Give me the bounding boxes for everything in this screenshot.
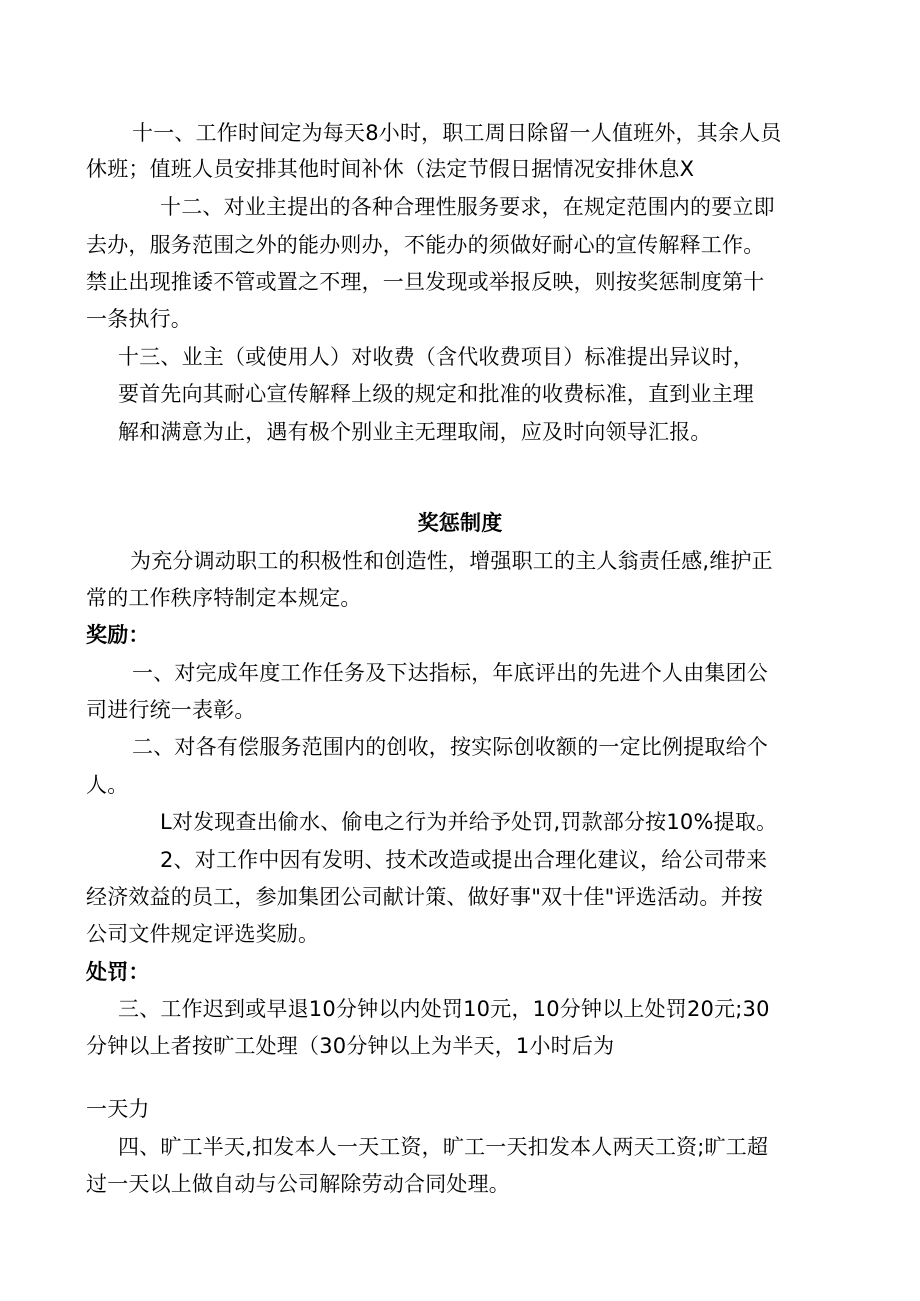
intro-line-1: 为充分调动职工的积极性和创造性，增强职工的主人翁责任感,维护正 [130,549,773,573]
penalty-4-line-2: 过一天以上做自动与公司解除劳动合同处理。 [86,1172,510,1196]
reward-2-line-2: 人。 [86,773,129,797]
reward-heading: 奖励： [86,623,150,647]
penalty-3-line-1: 三、工作迟到或早退10分钟以内处罚10元，10分钟以上处罚20元;30 [118,997,770,1021]
reward-2-sub-2-line-2: 经济效益的员工，参加集团公司献计策、做好事"双十佳"评选活动。并按 [86,885,763,909]
clause-12-line-3: 禁止出现推诿不管或置之不理，一旦发现或举报反映，则按奖惩制度第十 [86,270,765,294]
reward-2-line-1: 二、对各有偿服务范围内的创收，按实际创收额的一定比例提取给个 [132,735,768,759]
clause-12-line-2: 去办，服务范围之外的能办则办，不能办的须做好耐心的宣传解释工作。 [86,233,765,257]
reward-2-sub-1: L对发现查出偷水、偷电之行为并给予处罚,罚款部分按10%提取。 [160,810,778,834]
clause-13-line-2: 要首先向其耐心宣传解释上级的规定和批准的收费标准，直到业主理 [118,382,754,406]
reward-1-line-1: 一、对完成年度工作任务及下达指标，年底评出的先进个人由集团公 [132,661,768,685]
clause-12-line-1: 十二、对业主提出的各种合理性服务要求，在规定范围内的要立即 [160,195,775,219]
clause-13-line-3: 解和满意为止，遇有极个别业主无理取闹，应及时向领导汇报。 [118,420,712,444]
clause-11-line-2: 休班；值班人员安排其他时间补休（法定节假日据情况安排休息X [86,157,695,181]
clause-12-line-4: 一条执行。 [86,307,192,331]
reward-2-sub-2-line-3: 公司文件规定评选奖励。 [86,922,320,946]
penalty-3-line-2: 分钟以上者按旷工处理（30分钟以上为半天，1小时后为 [86,1034,615,1058]
section-title: 奖惩制度 [417,511,503,535]
clause-13-line-1: 十三、业主（或使用人）对收费（含代收费项目）标准提出异议时， [118,345,754,369]
clause-11-line-1: 十一、工作时间定为每天8小时，职工周日除留一人值班外，其余人员 [132,121,782,145]
intro-line-2: 常的工作秩序特制定本规定。 [86,586,362,610]
penalty-3-line-3: 一天力 [86,1097,150,1121]
penalty-4-line-1: 四、旷工半天,扣发本人一天工资，旷工一天扣发本人两天工资;旷工超 [118,1135,769,1159]
reward-1-line-2: 司进行统一表彰。 [86,698,256,722]
reward-2-sub-2-line-1: 2、对工作中因有发明、技术改造或提出合理化建议，给公司带来 [160,848,768,872]
penalty-heading: 处罚： [86,960,150,984]
